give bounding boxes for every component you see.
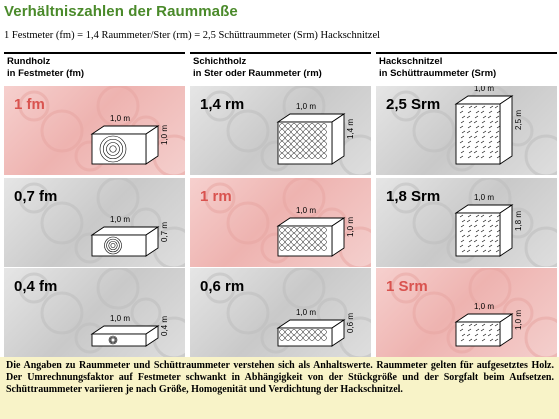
cell-stacked-row1 xyxy=(190,86,371,175)
footer-note xyxy=(0,357,559,419)
stacked-volume-block xyxy=(190,178,371,267)
round-volume-block xyxy=(4,178,185,267)
height-dimension-label: 1,0 m xyxy=(514,309,523,330)
column-header-unit: in Schüttraummeter (Srm) xyxy=(379,68,497,79)
cell-stacked-row3 xyxy=(190,268,371,357)
column-header-rundholz xyxy=(7,56,84,80)
volume-value: 1,4 rm xyxy=(200,96,245,113)
volume-value: 1 rm xyxy=(200,188,232,205)
height-dimension-label: 0,7 m xyxy=(160,221,169,242)
column-rule xyxy=(4,52,185,54)
width-dimension-label: 1,0 m xyxy=(110,215,131,224)
width-dimension-label: 1,0 m xyxy=(296,206,317,215)
conversion-subtitle: 1 Festmeter (fm) = 1,4 Raummeter/Ster (rm) = 2,5 Schüttraummeter (Srm) Hackschnitzel xyxy=(4,30,381,41)
chips-volume-block xyxy=(376,86,557,175)
block-outline xyxy=(278,114,344,164)
width-dimension-label: 1,0 m xyxy=(296,102,317,111)
round-volume-block xyxy=(4,86,185,175)
column-header-unit: in Festmeter (fm) xyxy=(7,68,85,79)
height-dimension-label: 1,0 m xyxy=(160,124,169,145)
height-dimension-label: 1,0 m xyxy=(346,216,355,237)
cell-chips-row2 xyxy=(376,178,557,267)
volume-value: 1 fm xyxy=(14,96,45,113)
width-dimension-label: 1,0 m xyxy=(474,193,495,202)
page-title: Verhältniszahlen der Raummaße xyxy=(4,3,238,20)
volume-value: 0,6 rm xyxy=(200,278,245,295)
height-dimension-label: 1,8 m xyxy=(514,210,523,231)
cell-chips-row1 xyxy=(376,86,557,175)
width-dimension-label: 1,0 m xyxy=(110,314,131,323)
volume-value: 1,8 Srm xyxy=(386,188,441,205)
column-header-title: Hackschnitzel xyxy=(379,56,443,67)
volume-value: 0,4 fm xyxy=(14,278,58,295)
cell-round-row3 xyxy=(4,268,185,357)
width-dimension-label: 1,0 m xyxy=(110,114,131,123)
stacked-volume-block xyxy=(190,86,371,175)
block-outline xyxy=(278,320,344,346)
chips-volume-block xyxy=(376,268,557,357)
block-outline xyxy=(92,227,158,256)
width-dimension-label: 1,0 m xyxy=(474,86,495,93)
volume-value: 1 Srm xyxy=(386,278,428,295)
block-outline xyxy=(456,205,512,256)
stacked-volume-block xyxy=(190,268,371,357)
height-dimension-label: 1,4 m xyxy=(346,118,355,139)
column-header-unit: in Ster oder Raummeter (rm) xyxy=(193,68,322,79)
footer-text: Die Angaben zu Raummeter und Schüttraummeter verstehen sich als Anhaltswerte. Raummeter gelten für aufgesetztes Holz. Der Umrechnungsfaktor auf Festmeter schwankt in Abhängigkeit von der Stückgröße und der Sorgfalt beim Aufsetzen. Schüttraummeter variieren je nach Größe, Homogenität und Verdichtung der Hackschnitzel. xyxy=(6,360,554,396)
round-volume-block xyxy=(4,268,185,357)
block-outline xyxy=(456,314,512,346)
width-dimension-label: 1,0 m xyxy=(296,308,317,317)
column-header-title: Rundholz xyxy=(7,56,51,67)
column-header-hackschnitzel xyxy=(379,56,496,80)
chips-volume-block xyxy=(376,178,557,267)
height-dimension-label: 2,5 m xyxy=(514,109,523,130)
column-rule xyxy=(376,52,557,54)
cell-round-row2 xyxy=(4,178,185,267)
volume-value: 0,7 fm xyxy=(14,188,58,205)
cell-chips-row3 xyxy=(376,268,557,357)
height-dimension-label: 0,6 m xyxy=(346,312,355,333)
cell-round-row1 xyxy=(4,86,185,175)
column-header-schichtholz xyxy=(193,56,322,80)
column-header-title: Schichtholz xyxy=(193,56,247,67)
volume-value: 2,5 Srm xyxy=(386,96,441,113)
block-outline xyxy=(456,96,512,164)
block-outline xyxy=(92,126,158,164)
height-dimension-label: 0,4 m xyxy=(160,315,169,336)
column-rule xyxy=(190,52,371,54)
block-outline xyxy=(92,326,158,346)
cell-stacked-row2 xyxy=(190,178,371,267)
width-dimension-label: 1,0 m xyxy=(474,302,495,311)
